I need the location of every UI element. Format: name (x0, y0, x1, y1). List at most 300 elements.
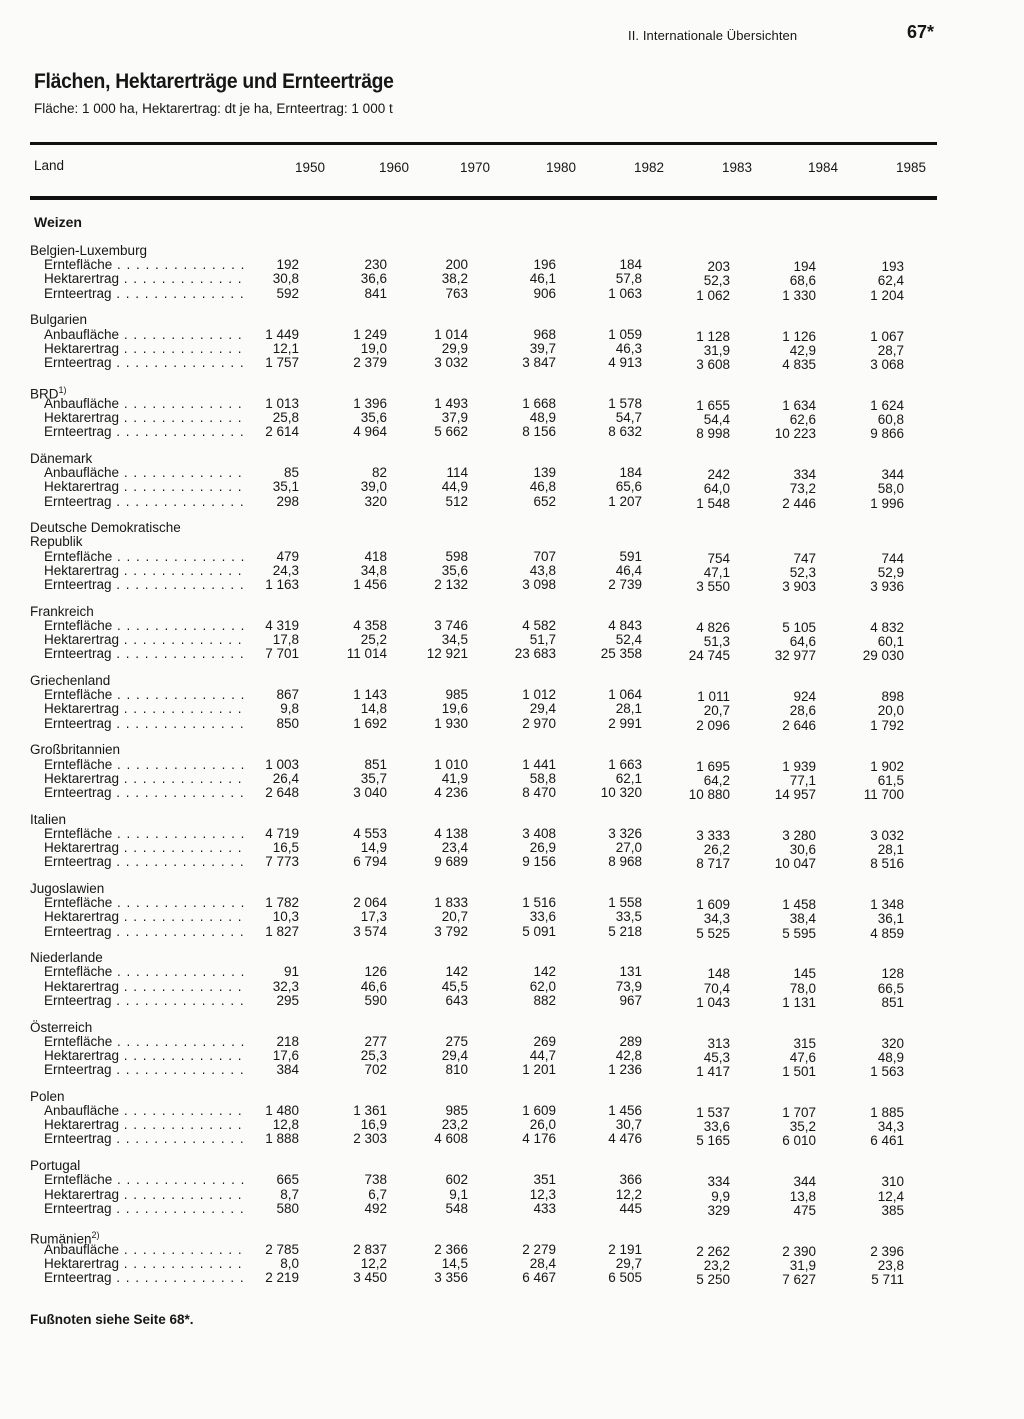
country-name-text: Jugoslawien (30, 880, 105, 896)
row-label: Hektarertrag . . . (44, 772, 246, 786)
table-cell: 64,6 (789, 634, 816, 650)
table-cell: 148 (707, 966, 730, 982)
table-row (0, 827, 1024, 841)
table-cell: 1 609 (696, 897, 730, 913)
table-row (0, 1117, 1024, 1135)
table-cell: 46,4 (615, 562, 642, 578)
table-cell: 42,8 (615, 1047, 642, 1063)
table-cell: 6 461 (870, 1133, 904, 1149)
table-cell: 62,4 (877, 273, 904, 289)
column-header-year: 1980 (545, 160, 576, 175)
column-header-year: 1970 (459, 160, 490, 175)
table-cell: 1 003 (265, 756, 299, 772)
row-label: Erntefläche . . . (44, 827, 246, 841)
table-cell: 1 668 (522, 395, 556, 411)
table-cell: 334 (707, 1174, 730, 1190)
table-cell: 2 191 (608, 1241, 642, 1257)
table-cell: 6 505 (608, 1270, 642, 1285)
table-cell: 1 067 (870, 328, 904, 344)
table-cell: 24,3 (272, 562, 299, 578)
table-cell: 313 (707, 1035, 730, 1051)
table-cell: 203 (707, 259, 730, 275)
table-cell: 20,0 (877, 703, 904, 719)
table-cell: 1 236 (608, 1062, 642, 1078)
country-name-text: Deutsche Demokratische (30, 520, 181, 536)
country-name-text: Portugal (30, 1158, 81, 1174)
table-cell: 65,6 (615, 479, 642, 495)
country-name (30, 882, 104, 896)
table-cell: 329 (707, 1202, 730, 1218)
table-cell: 14,9 (360, 840, 387, 855)
table-cell: 47,6 (789, 1049, 816, 1065)
table-cell: 433 (533, 1200, 556, 1216)
table-cell: 1 537 (696, 1105, 730, 1120)
table-cell: 3 032 (870, 827, 904, 843)
table-cell: 34,3 (877, 1119, 904, 1135)
table-cell: 3 450 (353, 1270, 387, 1285)
table-cell: 37,9 (441, 410, 468, 425)
table-cell: 1 063 (608, 285, 642, 301)
footnote-marker: 1) (58, 384, 67, 395)
table-cell: 1 163 (265, 577, 299, 592)
table-cell: 298 (276, 493, 299, 509)
table-cell: 2 219 (265, 1270, 299, 1285)
table-row (0, 328, 1024, 342)
table-cell: 8 998 (696, 426, 730, 442)
table-cell: 2 648 (265, 784, 299, 800)
table-cell: 2 366 (434, 1241, 468, 1257)
table-row (0, 1131, 1024, 1149)
table-cell: 1 204 (870, 287, 904, 303)
table-cell: 1 128 (696, 328, 730, 344)
table-cell: 6 794 (353, 854, 387, 870)
table-cell: 344 (881, 467, 904, 483)
table-cell: 5 091 (522, 923, 556, 939)
row-label: Hektarertrag . . . (44, 841, 246, 855)
table-cell: 445 (619, 1200, 642, 1216)
table-cell: 334 (793, 467, 816, 483)
table-row (0, 980, 1024, 994)
row-label: Hektarertrag . . . (44, 980, 246, 994)
table-cell: 4 719 (265, 825, 299, 841)
table-cell: 1 833 (434, 895, 468, 911)
row-label: Hektarertrag . . . (44, 272, 246, 286)
table-cell: 2 132 (434, 577, 468, 592)
table-cell: 28,1 (615, 701, 642, 717)
table-cell: 12,2 (615, 1186, 642, 1202)
table-cell: 1 757 (265, 354, 299, 370)
table-cell: 184 (619, 257, 642, 273)
table-cell: 2 991 (608, 715, 642, 731)
country-name-text: Rumänien (30, 1231, 92, 1247)
table-cell: 344 (793, 1174, 816, 1190)
footnote-marker: 2) (91, 1230, 100, 1241)
table-cell: 25 358 (600, 646, 642, 662)
table-cell: 652 (533, 493, 556, 509)
table-cell: 320 (881, 1035, 904, 1051)
table-cell: 1 456 (608, 1103, 642, 1118)
table-row (0, 1257, 1024, 1271)
table-cell: 9,9 (711, 1188, 730, 1204)
table-cell: 58,0 (877, 481, 904, 497)
table-cell: 2 379 (353, 354, 387, 370)
table-cell: 3 032 (434, 354, 468, 370)
table-cell: 44,9 (441, 479, 468, 495)
table-cell: 1 013 (265, 395, 299, 411)
table-row (0, 1188, 1024, 1202)
table-cell: 57,8 (615, 271, 642, 287)
table-cell: 184 (619, 465, 642, 481)
table-cell: 1 695 (696, 758, 730, 774)
table-cell: 5 105 (782, 619, 816, 635)
table-cell: 7 701 (265, 646, 299, 662)
table-row (0, 1271, 1024, 1285)
table-cell: 52,4 (615, 632, 642, 648)
table-cell: 64,2 (703, 772, 730, 788)
table-row (0, 1243, 1024, 1257)
table-cell: 19,0 (360, 340, 387, 356)
table-row (0, 1062, 1024, 1080)
table-cell: 1 888 (265, 1131, 299, 1147)
row-label: Anbaufläche . . . (44, 466, 246, 480)
table-row (0, 479, 1024, 497)
table-cell: 8,0 (280, 1255, 299, 1271)
table-cell: 14,8 (360, 701, 387, 717)
table-cell: 2 303 (353, 1131, 387, 1147)
table-cell: 351 (533, 1172, 556, 1188)
table-cell: 46,1 (529, 271, 556, 287)
table-cell: 23 683 (514, 646, 556, 662)
row-label: Hektarertrag . . . (44, 633, 246, 647)
table-cell: 1 493 (434, 395, 468, 411)
table-row (0, 564, 1024, 578)
table-cell: 1 480 (265, 1103, 299, 1118)
table-cell: 54,4 (703, 412, 730, 427)
table-cell: 4 826 (696, 619, 730, 635)
table-cell: 10 880 (688, 786, 730, 802)
table-cell: 2 396 (870, 1243, 904, 1259)
table-row (0, 895, 1024, 913)
table-cell: 2 279 (522, 1241, 556, 1257)
table-cell: 30,6 (789, 842, 816, 857)
row-label: Anbaufläche . . . (44, 1104, 246, 1118)
table-cell: 985 (445, 687, 468, 703)
table-cell: 754 (707, 550, 730, 566)
table-cell: 1 558 (608, 895, 642, 911)
table-cell: 5 218 (608, 923, 642, 939)
row-label: Ernteertrag . . . (44, 1132, 246, 1146)
table-cell: 33,6 (529, 909, 556, 925)
table-cell: 9 689 (434, 854, 468, 870)
table-cell: 2 785 (265, 1241, 299, 1257)
row-label: Ernteertrag . . . (44, 356, 246, 370)
table-cell: 12 921 (426, 646, 468, 662)
table-row (0, 356, 1024, 370)
table-cell: 29,9 (441, 340, 468, 356)
table-cell: 882 (533, 992, 556, 1008)
table-cell: 73,2 (789, 481, 816, 497)
table-cell: 54,7 (615, 410, 642, 425)
table-row (0, 257, 1024, 275)
table-cell: 28,7 (877, 342, 904, 358)
table-cell: 139 (533, 465, 556, 481)
table-cell: 1 782 (265, 895, 299, 911)
table-cell: 580 (276, 1200, 299, 1216)
table-cell: 3 356 (434, 1270, 468, 1285)
table-cell: 23,2 (703, 1257, 730, 1273)
table-cell: 73,9 (615, 978, 642, 994)
row-label: Erntefläche . . . (44, 1173, 246, 1187)
table-cell: 82 (371, 465, 387, 481)
table-cell: 9 866 (870, 426, 904, 442)
table-cell: 193 (881, 259, 904, 275)
country-name (30, 674, 110, 688)
table-cell: 16,9 (360, 1117, 387, 1133)
table-cell: 385 (881, 1202, 904, 1218)
table-cell: 3 903 (782, 579, 816, 594)
row-label: Hektarertrag . . . (44, 342, 246, 356)
table-cell: 4 859 (870, 925, 904, 941)
table-cell: 8 516 (870, 856, 904, 872)
table-cell: 1 348 (870, 897, 904, 913)
table-cell: 985 (445, 1103, 468, 1118)
table-cell: 1 578 (608, 395, 642, 411)
table-cell: 3 608 (696, 356, 730, 372)
table-cell: 29,7 (615, 1255, 642, 1271)
table-row (0, 909, 1024, 927)
row-label: Erntefläche . . . (44, 896, 246, 910)
row-label: Hektarertrag . . . (44, 1188, 246, 1202)
table-cell: 10 047 (774, 856, 816, 872)
table-cell: 1 548 (696, 495, 730, 511)
table-cell: 52,3 (789, 564, 816, 580)
table-cell: 3 936 (870, 579, 904, 594)
table-cell: 44,7 (529, 1047, 556, 1063)
table-cell: 19,6 (441, 701, 468, 717)
table-row (0, 994, 1024, 1008)
table-cell: 867 (276, 687, 299, 703)
table-cell: 52,9 (877, 564, 904, 580)
table-cell: 8 632 (608, 424, 642, 440)
table-cell: 898 (881, 689, 904, 705)
column-header-year: 1960 (378, 160, 409, 175)
table-cell: 196 (533, 257, 556, 273)
table-cell: 70,4 (703, 980, 730, 996)
table-cell: 12,2 (360, 1255, 387, 1271)
country-name-text: Bulgarien (30, 312, 88, 328)
table-cell: 5 525 (696, 925, 730, 941)
table-cell: 4 964 (353, 424, 387, 440)
table-cell: 38,4 (789, 911, 816, 927)
table-cell: 14,5 (441, 1255, 468, 1271)
country-name (30, 1090, 65, 1104)
table-cell: 1 624 (870, 397, 904, 413)
table-cell: 128 (881, 966, 904, 982)
table-cell: 33,5 (615, 909, 642, 925)
table-cell: 26,0 (529, 1117, 556, 1133)
table-cell: 35,2 (789, 1119, 816, 1135)
table-cell: 1 939 (782, 758, 816, 774)
table-cell: 968 (533, 326, 556, 342)
table-cell: 4 913 (608, 354, 642, 370)
table-cell: 5 711 (871, 1272, 904, 1287)
header-section: II. Internationale Übersichten (628, 28, 798, 43)
column-header-year: 1982 (633, 160, 664, 175)
table-cell: 77,1 (789, 772, 816, 788)
table-cell: 17,3 (360, 909, 387, 925)
country-name (30, 813, 66, 827)
table-cell: 1 207 (608, 493, 642, 509)
table-cell: 643 (445, 992, 468, 1008)
table-cell: 4 176 (522, 1131, 556, 1147)
table-cell: 3 280 (782, 827, 816, 843)
table-cell: 29,4 (441, 1047, 468, 1063)
table-cell: 46,6 (360, 978, 387, 994)
page-title: Flächen, Hektarerträge und Ernteerträge (34, 70, 394, 93)
table-cell: 36,6 (360, 271, 387, 287)
country-name (30, 951, 103, 965)
table-cell: 34,3 (703, 911, 730, 927)
table-cell: 320 (364, 493, 387, 509)
row-label: Erntefläche . . . (44, 258, 246, 272)
table-cell: 2 739 (608, 577, 642, 592)
table-top-rule (30, 142, 937, 145)
table-cell: 23,2 (441, 1117, 468, 1133)
table-cell: 1 062 (696, 287, 730, 303)
row-label: Ernteertrag . . . (44, 925, 246, 939)
table-cell: 28,6 (789, 703, 816, 719)
table-row (0, 271, 1024, 289)
country-name (30, 452, 92, 466)
table-cell: 142 (445, 964, 468, 980)
table-cell: 142 (533, 964, 556, 980)
table-row (0, 1035, 1024, 1049)
table-cell: 2 064 (353, 895, 387, 911)
table-cell: 23,4 (441, 840, 468, 855)
table-cell: 11 700 (863, 786, 904, 802)
table-column-header (30, 158, 937, 182)
row-label: Anbaufläche . . . (44, 397, 246, 411)
row-label: Anbaufläche . . . (44, 328, 246, 342)
row-label: Ernteertrag . . . (44, 578, 246, 592)
row-label: Ernteertrag . . . (44, 647, 246, 661)
table-row (0, 772, 1024, 786)
table-cell: 1 011 (697, 689, 730, 705)
table-cell: 24 745 (688, 648, 730, 664)
table-row (0, 786, 1024, 800)
table-cell: 1 330 (782, 287, 816, 303)
table-cell: 25,2 (360, 632, 387, 648)
table-cell: 851 (364, 756, 387, 772)
table-cell: 26,4 (272, 770, 299, 786)
table-row (0, 1104, 1024, 1118)
table-cell: 8 470 (522, 784, 556, 800)
table-cell: 1 692 (353, 715, 387, 731)
table-row (0, 397, 1024, 411)
table-cell: 3 068 (870, 356, 904, 372)
table-cell: 4 476 (608, 1131, 642, 1147)
table-cell: 42,9 (789, 342, 816, 358)
table-cell: 3 408 (522, 825, 556, 841)
row-label: Hektarertrag . . . (44, 910, 246, 924)
page-subtitle: Fläche: 1 000 ha, Hektarertrag: dt je ha, Ernteertrag: 1 000 t (34, 101, 393, 116)
table-cell: 2 390 (782, 1243, 816, 1259)
table-row (0, 465, 1024, 483)
country-name-text: Belgien-Luxemburg (30, 243, 148, 258)
table-header-rule (30, 196, 937, 200)
table-cell: 4 553 (353, 825, 387, 841)
table-cell: 1 516 (522, 895, 556, 911)
table-cell: 6,7 (368, 1186, 387, 1202)
table-cell: 3 040 (353, 784, 387, 800)
column-header-land: Land (34, 158, 65, 173)
table-cell: 1 663 (608, 756, 642, 772)
table-cell: 492 (364, 1200, 387, 1216)
table-cell: 810 (445, 1062, 468, 1078)
table-cell: 131 (619, 964, 642, 980)
table-cell: 41,9 (441, 770, 468, 786)
table-cell: 1 885 (870, 1105, 904, 1120)
table-cell: 25,3 (360, 1047, 387, 1063)
table-row (0, 619, 1024, 633)
table-cell: 7 627 (782, 1272, 816, 1287)
table-cell: 1 043 (696, 994, 730, 1010)
table-cell: 35,6 (441, 562, 468, 578)
table-cell: 5 662 (434, 424, 468, 440)
table-row (0, 1202, 1024, 1216)
table-cell: 58,8 (529, 770, 556, 786)
table-cell: 20,7 (441, 909, 468, 925)
table-cell: 9,8 (280, 701, 299, 717)
table-cell: 66,5 (877, 980, 904, 996)
table-cell: 48,9 (529, 410, 556, 425)
row-label: Ernteertrag . . . (44, 1202, 246, 1216)
table-cell: 1 249 (353, 326, 387, 342)
table-cell: 1 014 (434, 326, 468, 342)
table-cell: 277 (364, 1033, 387, 1049)
table-cell: 48,9 (877, 1049, 904, 1065)
table-cell: 4 608 (434, 1131, 468, 1147)
table-cell: 289 (619, 1033, 642, 1049)
table-cell: 1 634 (782, 397, 816, 413)
row-label: Erntefläche . . . (44, 965, 246, 979)
table-cell: 35,7 (360, 770, 387, 786)
table-cell: 4 319 (265, 617, 299, 633)
table-row (0, 495, 1024, 509)
table-row (0, 646, 1024, 664)
table-cell: 12,8 (272, 1117, 299, 1133)
table-cell: 2 262 (696, 1243, 730, 1259)
table-cell: 242 (707, 467, 730, 483)
table-cell: 30,7 (615, 1117, 642, 1133)
row-label: Ernteertrag . . . (44, 717, 246, 731)
table-cell: 3 333 (696, 827, 730, 843)
table-row (0, 717, 1024, 731)
table-cell: 9,1 (449, 1186, 468, 1202)
table-row (0, 578, 1024, 592)
country-name-text: Frankreich (30, 603, 94, 619)
country-name-text-line2: Republik (30, 534, 83, 550)
table-cell: 4 138 (434, 825, 468, 841)
table-cell: 1 417 (696, 1064, 730, 1080)
table-cell: 28,4 (529, 1255, 556, 1271)
table-cell: 12,1 (272, 340, 299, 356)
table-cell: 2 646 (782, 717, 816, 733)
country-name (30, 1159, 80, 1173)
table-cell: 310 (881, 1174, 904, 1190)
table-cell: 39,0 (360, 479, 387, 495)
table-cell: 475 (793, 1202, 816, 1218)
